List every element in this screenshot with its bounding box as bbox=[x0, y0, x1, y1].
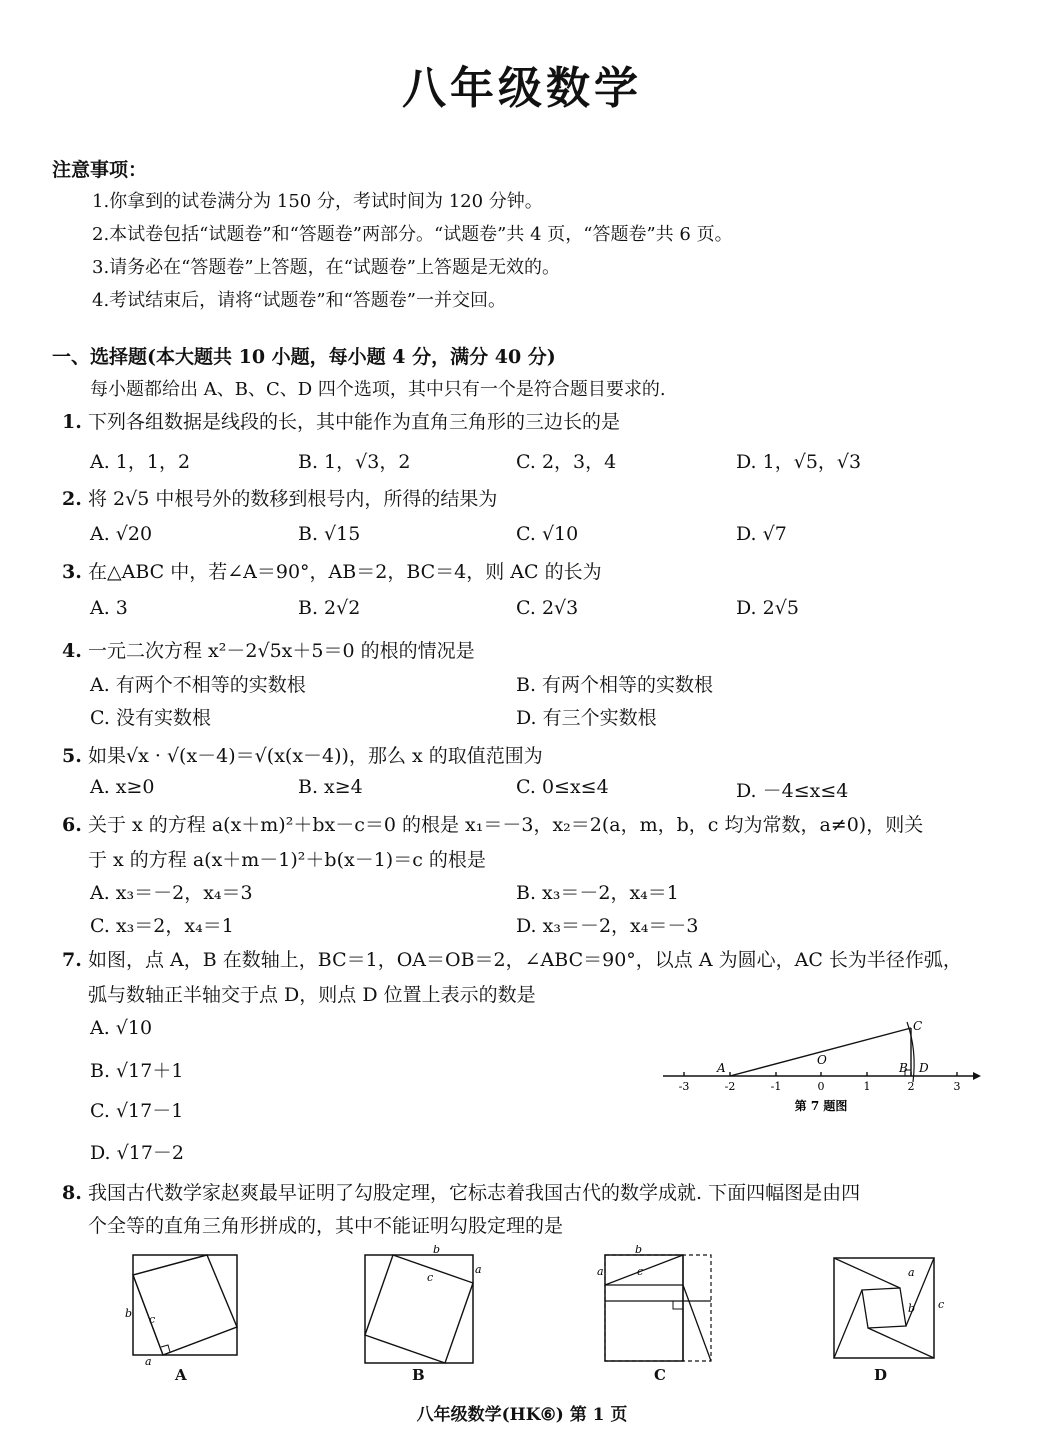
point-label-c: C bbox=[913, 1019, 923, 1033]
option-d: D. √17－2 bbox=[90, 1142, 185, 1164]
option-c: C. 没有实数根 bbox=[90, 707, 211, 729]
question-text: 将 2√5 中根号外的数移到根号内，所得的结果为 bbox=[88, 488, 498, 510]
option-a-figure-label: A bbox=[175, 1366, 187, 1384]
question-number: 3. bbox=[62, 561, 82, 583]
question-text: 关于 x 的方程 a(x＋m)²＋bx－c＝0 的根是 x₁＝－3，x₂＝2(a，m，b，c 均为常数，a≠0)，则关 bbox=[88, 814, 924, 836]
figure-8b bbox=[355, 1245, 495, 1365]
figure-8c bbox=[595, 1245, 725, 1367]
question-7 bbox=[62, 945, 962, 972]
question-4 bbox=[62, 636, 475, 663]
question-number: 2. bbox=[62, 488, 82, 510]
tick-label: -3 bbox=[678, 1080, 690, 1093]
question-1 bbox=[62, 407, 620, 434]
option-a: A. 1，1，2 bbox=[90, 451, 191, 473]
section-description: 每小题都给出 A、B、C、D 四个选项，其中只有一个是符合题目要求的. bbox=[90, 379, 666, 400]
option-a: A. 3 bbox=[90, 597, 128, 619]
question-text: 我国古代数学家赵爽最早证明了勾股定理，它标志着我国古代的数学成就. 下面四幅图是由四 bbox=[88, 1182, 861, 1204]
option-d-figure-label: D bbox=[874, 1366, 888, 1384]
question-number: 4. bbox=[62, 640, 82, 662]
option-b: B. √15 bbox=[298, 523, 361, 545]
question-text: 于 x 的方程 a(x＋m－1)²＋b(x－1)＝c 的根是 bbox=[88, 849, 486, 871]
option-b: B. x≥4 bbox=[298, 776, 363, 798]
label-c: c bbox=[938, 1298, 945, 1311]
label-a: a bbox=[908, 1266, 915, 1279]
question-text: 下列各组数据是线段的长，其中能作为直角三角形的三边长的是 bbox=[88, 411, 621, 433]
label-b: b bbox=[908, 1302, 916, 1315]
point-label-a: A bbox=[717, 1061, 726, 1075]
point-label-o: O bbox=[817, 1053, 827, 1067]
page-title: 八年级数学 bbox=[402, 63, 642, 114]
label-a: a bbox=[145, 1355, 152, 1368]
point-label-b: B bbox=[899, 1061, 908, 1075]
option-a: A. √10 bbox=[90, 1017, 153, 1039]
option-c: C. √17－1 bbox=[90, 1100, 184, 1122]
section-heading: 一、选择题(本大题共 10 小题，每小题 4 分，满分 40 分) bbox=[52, 346, 556, 368]
notice-item: 4.考试结束后，请将“试题卷”和“答题卷”一并交回。 bbox=[92, 290, 506, 311]
question-8 bbox=[62, 1178, 860, 1205]
option-c: C. 2√3 bbox=[516, 597, 579, 619]
question-5 bbox=[62, 741, 543, 768]
label-a: a bbox=[475, 1263, 482, 1276]
question-2 bbox=[62, 484, 497, 511]
page-footer: 八年级数学(HK⑥) 第 1 页 bbox=[416, 1405, 628, 1425]
label-a: a bbox=[597, 1265, 604, 1278]
figure-7-number-line bbox=[655, 1010, 985, 1120]
option-b: B. 有两个相等的实数根 bbox=[516, 674, 714, 696]
question-text: 如图，点 A，B 在数轴上，BC＝1，OA＝OB＝2，∠ABC＝90°，以点 A 为圆心，AC 长为半径作弧， bbox=[88, 949, 962, 971]
segment-ac bbox=[730, 1028, 911, 1076]
tick-label: 3 bbox=[953, 1080, 961, 1093]
figure-8d bbox=[828, 1252, 948, 1372]
figure-8a bbox=[125, 1245, 245, 1370]
option-c: C. 0≤x≤4 bbox=[516, 776, 609, 798]
figure-caption: 第 7 题图 bbox=[794, 1099, 848, 1113]
question-6 bbox=[62, 810, 923, 837]
tick-label: 0 bbox=[817, 1080, 825, 1093]
option-c: C. 2，3，4 bbox=[516, 451, 617, 473]
option-a: A. x≥0 bbox=[90, 776, 155, 798]
question-text: 弧与数轴正半轴交于点 D，则点 D 位置上表示的数是 bbox=[88, 984, 536, 1006]
tick-label: 1 bbox=[863, 1080, 871, 1093]
option-d: D. 2√5 bbox=[736, 597, 799, 619]
label-b: b bbox=[635, 1245, 643, 1256]
tick-label: -2 bbox=[724, 1080, 736, 1093]
label-c: c bbox=[637, 1265, 644, 1278]
question-number: 8. bbox=[62, 1182, 82, 1204]
option-d: D. √7 bbox=[736, 523, 787, 545]
axis-arrow-icon bbox=[973, 1072, 981, 1080]
point-label-d: D bbox=[919, 1061, 929, 1075]
notice-item: 2.本试卷包括“试题卷”和“答题卷”两部分。“试题卷”共 4 页，“答题卷”共 6 页。 bbox=[92, 224, 733, 245]
option-c-figure-label: C bbox=[654, 1366, 666, 1384]
option-c: C. √10 bbox=[516, 523, 579, 545]
question-text: 在△ABC 中，若∠A＝90°，AB＝2，BC＝4，则 AC 的长为 bbox=[88, 561, 602, 583]
label-c: c bbox=[427, 1271, 434, 1284]
notice-item: 1.你拿到的试卷满分为 150 分，考试时间为 120 分钟。 bbox=[92, 191, 543, 212]
question-number: 1. bbox=[62, 411, 82, 433]
notice-heading: 注意事项： bbox=[52, 159, 148, 181]
question-text: 如果√x · √(x－4)＝√(x(x－4))，那么 x 的取值范围为 bbox=[88, 745, 543, 767]
option-c: C. x₃＝2，x₄＝1 bbox=[90, 915, 234, 937]
option-b: B. 2√2 bbox=[298, 597, 361, 619]
option-b: B. 1，√3，2 bbox=[298, 451, 411, 473]
question-number: 5. bbox=[62, 745, 82, 767]
label-c: c bbox=[149, 1313, 156, 1326]
question-text: 一元二次方程 x²－2√5x＋5＝0 的根的情况是 bbox=[88, 640, 475, 662]
option-d: D. 1，√5，√3 bbox=[736, 451, 862, 473]
option-b: B. √17＋1 bbox=[90, 1060, 184, 1082]
option-a: A. x₃＝－2，x₄＝3 bbox=[90, 882, 253, 904]
question-number: 7. bbox=[62, 949, 82, 971]
option-d: D. 有三个实数根 bbox=[516, 707, 657, 729]
option-b: B. x₃＝－2，x₄＝1 bbox=[516, 882, 679, 904]
question-text: 个全等的直角三角形拼成的，其中不能证明勾股定理的是 bbox=[88, 1215, 564, 1237]
notice-item: 3.请务必在“答题卷”上答题，在“试题卷”上答题是无效的。 bbox=[92, 257, 560, 278]
option-b-figure-label: B bbox=[412, 1366, 425, 1384]
tick-label: -1 bbox=[770, 1080, 782, 1093]
option-a: A. 有两个不相等的实数根 bbox=[90, 674, 306, 696]
option-d: D. －4≤x≤4 bbox=[736, 780, 849, 802]
question-number: 6. bbox=[62, 814, 82, 836]
option-d: D. x₃＝－2，x₄＝－3 bbox=[516, 915, 699, 937]
label-b: b bbox=[125, 1307, 133, 1320]
option-a: A. √20 bbox=[90, 523, 153, 545]
question-3 bbox=[62, 557, 602, 584]
label-b: b bbox=[433, 1245, 441, 1256]
tick-label: 2 bbox=[907, 1080, 915, 1093]
